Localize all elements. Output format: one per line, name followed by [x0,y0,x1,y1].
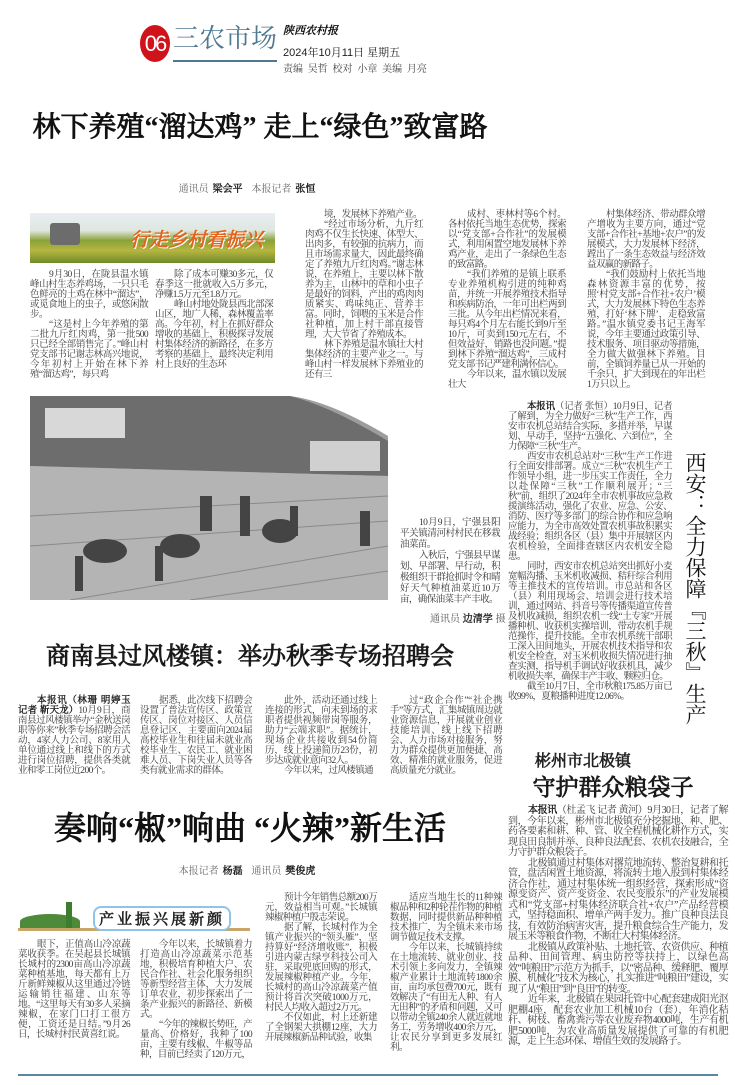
byline-name: 杨磊 [222,866,243,877]
paragraph: 峰山村地处陇县西北部深山区，地广人稀，森林覆盖率高。今年初，村上在抓好群众增收的基础上，积极探寻发展村集体经济的新路径，在多方考察的基础上，最终决定利用村上良好的生态环 [155,300,273,370]
lead-label: 本报讯 [527,401,555,412]
paragraph: 入秋后，宁强县早谋划、早部署、早行动，积极组织干群抢抓时令和晴好天气种植油菜近10万亩，确保油菜丰产丰收。 [400,551,500,605]
article-column [18,940,130,1040]
byline-name: 樊俊虎 [285,866,316,877]
article-xian-body [508,402,672,702]
article-column [390,696,502,776]
section-title: 三农市场 [173,20,277,62]
credit-role: 通讯员 [430,614,460,625]
paragraph: “今年的辣椒长势旺，产量高、价格好，我种了100亩，主要有线椒、牛椒等品种，目前已经卖了120万元， [140,1020,252,1060]
byline-article1 [30,180,470,195]
paragraph: 同时，西安市农机总站突出抓好小麦宽幅沟播、玉米机收减损、秸秆综合利用等主推技术的宣传培训。市总站和各区（县）利用现场会、培训会进行技术培训，通过网站、抖音号等传播渠道宣传普及机收减损，组织农机一线“土专家”开展播种机、收获机实操培训，带动农机手规范操作，提升技能。全市农机系统干部职工深入田间地头，开展农机技术指导和农机安全检查，对玉米机收损失情况进行抽查实测，指导机手调试好收获机具，减少机收损失率，确保丰产丰收、颗粒归仓。 [508,562,672,682]
paragraph: 9月30日，记者了解到，今年以来，彬州市北极镇充分挖掘地、种、肥、药各要素和耕、种、管、收全程机械化耕作方式，实现良田良制并举、良种良法配套、农机农技融合，全力守护群众粮袋子。 [508,805,729,858]
article-column [155,270,273,370]
byline-name: 张恒 [295,184,316,195]
paragraph: “我们鼓励村上依托当地森林资源丰富的优势，按照‘村党支部+合作社+农户’模式，大力发展林下特色生态养殖，打好‘林下牌’，走稳致富路。”温水镇党委书记王海军说，今年主要通过政策引导、技术服务、项目驱动等措施，全力做大做强林下养殖。目前，全镇饲养量已从一开始的千余只，扩大到现在的年出栏1万只以上。 [587,270,705,390]
article-column [30,270,148,380]
article-lead [18,696,130,776]
issue-date: 2024年10月11日 星期五 [283,47,401,59]
banner-text: 行走乡村看振兴 [130,230,264,251]
paragraph: 今年以来，长城镇着力打造高山冷凉蔬菜示范基地，积极培育种植大户、农民合作社、社会化服务组织等新型经营主体，大力发展订单农业，初步探索出了一条产业振兴的新路径、新模式。 [140,940,252,1020]
paragraph: 西安市农机总站对“三秋”生产工作进行全面安排部署。成立“三秋”农机生产工作领导小组，进一步压实工作责任，全力以赴保障“三秋”工作顺利展开；“三秋”前，组织了2024年全市农机事故应急救援演练活动，强化了农业、应急、公安、消防、医疗等多部门的综合协作和应急响应能力，为全市高效处置农机事故积累实战经验；组织各区（县）集中开展辖区内农机检验，全面排查辖区内农机安全隐患。 [508,452,672,562]
article-column [448,210,566,390]
lead-label: 本报讯（林珊 明婷玉 记者 靳天龙） [18,695,130,716]
paragraph: 北极镇通过村集体对撂荒地流转、整治复耕和托管，盘活闲置土地资源，将流转土地入股到村集体经济合作社，通过村集体统一组织经营，探索形成“资源变资产、资产变资金、农民变股东”的产业发展模式和“党支部+村集体经济联合社+农户”产品经营模式，坚持稳面积、增单产两手发力。推广良种良法良技，有效防治病害灾害，提升粮食综合生产能力，发展玉米等粮食作物，不断壮大村集体经济。 [508,857,728,942]
farmers-transplanting-photo [30,396,388,600]
headline-shangnan-job-fair: 商南县过风楼镇：举办秋季专场招聘会 [46,643,454,670]
headline-beiji: 守护群众粮袋子 [532,774,694,800]
article-lead [508,806,728,859]
paragraph: 林下养殖是温水镇壮大村集体经济的主要产业之一。与峰山村一样发展林下养殖业的还有三 [305,340,423,380]
banner-text: 产业振兴展新颜 [93,906,231,931]
industry-revitalization-banner [18,898,250,936]
byline-role: 通讯员 [178,184,209,195]
rural-revitalization-banner [30,213,275,263]
lead-source: （杜孟飞 记者 黄河） [556,805,648,816]
paragraph: 过“政企合作”“社企携手”等方式，汇集城镇周边就业资源信息，开展就业创业技能培训、线上线下招聘会、人力市场对接服务，努力为群众提供更加便捷、高效、精准的就业服务，促进高质量充分就业。 [390,696,502,776]
editor-credits: 责编 吴哲 校对 小章 美编 月亮 [283,64,427,75]
paragraph: 9月30日，在陇县温水镇峰山村生态养鸡场，一只只毛色鲜亮的土鸡在林中“溜达”，或觅食地上的虫子，或悠闲散步。 [30,270,148,320]
headline-xian-vertical: 西安：全力保障『三秋』生产 [683,452,706,725]
paragraph: 村集体经济、带动群众增产增收为主要方向，通过“党支部+合作社+基地+农户”的发展模式，大力发展林下经济，蹚出了一条生态效益与经济效益双赢的新路子。 [587,210,705,270]
article-column [265,696,377,776]
article-column [265,893,377,1043]
byline-role: 本报记者 [178,866,219,877]
article-column [18,696,130,776]
tree-icon [66,902,72,928]
paragraph: 预计今年销售总额200万元，效益相当可观。”长城镇辣椒种植户殷志荣说。 [265,893,377,923]
subheadline-beiji: 彬州市北极镇 [535,753,632,770]
paragraph: “经过市场分析，九斤红肉鸡不仅生长快速、体型大、出肉多，有较强的抗病力，而且市场需求量大，因此最终确定了养殖九斤红肉鸡。”谢志林说，在养殖上，主要以林下散养为主，山林中的草和小虫子是最好的饲料，产出的鸡肉肉质紧实、鸡味纯正、营养丰富。同时，饲喂的玉米是合作社种植，加上村干部直接管理，大大节省了养殖成本。 [305,220,423,340]
page-number-badge: 06 [140,25,170,62]
paragraph: 10月9日，商南县过风楼镇举办“金秋送岗 职等你来”秋季专场招聘会活动，4家人力公司、8家用人单位通过线上和线下的方式进行岗位招聘，提供各类就业和零工岗位近200个。 [18,706,130,776]
paragraph: “这是村上今年养殖的第二批九斤红肉鸡，第一批500只已经全部销售完了。”峰山村党支部书记谢志林高兴地说，今年初村上开始在林下养殖“溜达鸡”，每只鸡 [30,320,148,380]
byline-role: 通讯员 [251,866,282,877]
photo-credit [430,610,506,625]
headline-forest-chicken: 林下养殖“溜达鸡” 走上“绿色”致富路 [32,112,488,143]
byline-role: 本报记者 [251,184,292,195]
byline-pepper [30,862,470,877]
headline-pepper: 奏响“椒”响曲 “火辣”新生活 [53,810,446,846]
paragraph: 10月9日，记者了解到，为全力做好“三秋”生产工作，西安市农机总站结合实际，多措并举，早谋划、早动手，坚持“五强化、六到位”，全力保障“三秋”生产。 [508,402,672,452]
article-column [587,210,705,390]
lead-label: 本报讯 [528,805,557,816]
paragraph: 今年以来，长城镇持续在土地流转、就业创业、技术引领上多向发力，全镇辣椒产业累计土地流转1800余亩，亩均承包费700元，既有效解决了“有田无人种、有人无田种”的矛盾和问题，又可以带动全镇240余人就近就地务工，劳务增收400余万元，让农民分享到更多发展红利。 [390,943,502,1053]
credit-suffix: 摄 [495,614,506,625]
paragraph: 此外，活动还通过线上连接的形式，向未到场的求职者提供视频带岗等服务，助力“云端求职”。据统计，现场企业共接收到54份简历，线上投递简历23份，初步达成就业意向32人。 [265,696,377,766]
photo-illustration [30,396,388,600]
byline-name: 梁会平 [212,184,243,195]
article-column [140,696,252,776]
paragraph: 今年以来，温水镇以发展壮大 [448,370,566,390]
paragraph: 除了成本可赚30多元，仅春季这一批就收入5万多元，净赚1.5万元至1.8万元。 [155,270,273,300]
paragraph: 不仅如此，村上还新建了全钢架大拱棚12座，大力开展辣椒新品种试验，收集 [265,1013,377,1043]
article-column [305,210,423,380]
paragraph: 据悉，此次线下招聘会设置了普法宣传区、政策宣传区、岗位对接区、人员信息登记区，主要面向2024届高校毕业生和往届未就业高校毕业生、农民工、就业困难人员、下岗失业人员等各类有就业需求的群体。 [140,696,252,776]
paragraph: 10月9日，宁强县阳平关镇清河村村民在移栽油菜苗。 [400,518,500,550]
paragraph: 截至10月7日，全市秋粮175.85万亩已收99%，夏粮播种进度12.06%。 [508,682,672,702]
newspaper-logo: 陕西农村报 [283,25,338,37]
paragraph: 据了解，长城村作为全镇产业振兴的“领头雁”，坚持算好“经济增收账”，积极引进内蒙古绿亨科技公司入驻，采取兜底回购的形式，发展辣椒种植产业。今年，长城村的高山冷凉蔬菜产值预计将首次突破1000万元，村民人均收入超过2万元。 [265,923,377,1013]
paragraph: 近年来，北极镇在果园托管中心配套建成阳光沤肥棚4座，配套农业加工机械10台（套），年消化秸秆、树枝、畜禽粪污等农业废弃物4000吨，生产有机肥5000吨，为农业高质量发展提供了可靠的有机肥源，走上生态环保、增值生效的发展路子。 [508,994,728,1047]
paragraph: 今年以来，过风楼镇通 [284,766,374,776]
article-lead [508,402,672,452]
paragraph: 眼下，正值高山冷凉蔬菜收获季。在吴起县长城镇长城村的2300亩高山冷凉蔬菜种植基地，每天都有上万斤新鲜辣椒从这里通过冷链运输销往福建、山东等地。“这里每天有30多人采摘辣椒，在家门口打工很方便，工资还是日结。”9月26日，长城村村民黄喜红说。 [18,940,130,1040]
paragraph: 境，发展林下养殖产业。 [324,210,422,220]
tractor-icon [50,223,80,245]
article-column [140,940,252,1060]
article-column [390,893,502,1053]
paragraph: 北极镇从政策补贴、土地托管、农资供应、种植品种、田间管理、病虫防控等扶持上，以绿色高效“吨粮田”示范方为抓手，以“密品种、缓释肥、覆厚膜、机械化”技术为核心，扎实推进“吨粮田”建设，实现了从“粮田”到“良田”的转变。 [508,941,728,995]
lead-source: （记者 张恒） [554,402,613,412]
photo-caption [400,518,500,606]
paragraph: 成村、枣林村等6个村。各村依托当地生态优势，探索以“党支部+合作社”的发展模式，利用闲置空地发展林下养鸡产业，走出了一条绿色生态的致富路。 [448,210,566,270]
paragraph: 适应当地生长的11种辣椒品种和2种轮茬作物的种植数据，同时提供新品种种植技术推广，为全镇未来市场调节做足技术支撑。 [390,893,502,943]
article-beiji-body [508,806,728,1048]
paragraph: “我们养殖的是镇上联系专业养殖机构引进的纯种鸡苗，并统一开展养殖技术指导和疾病防治，一年可出栏两到三批。从今年出栏情况来看，每只鸡4个月左右能长到9斤至10斤，可卖到150元左右，不但效益好，销路也没问题。”提到林下养殖“溜达鸡”，三成村党支部书记严建利满怀信心。 [448,270,566,370]
bottom-rule [18,1074,718,1076]
credit-name: 边清学 [462,614,493,625]
